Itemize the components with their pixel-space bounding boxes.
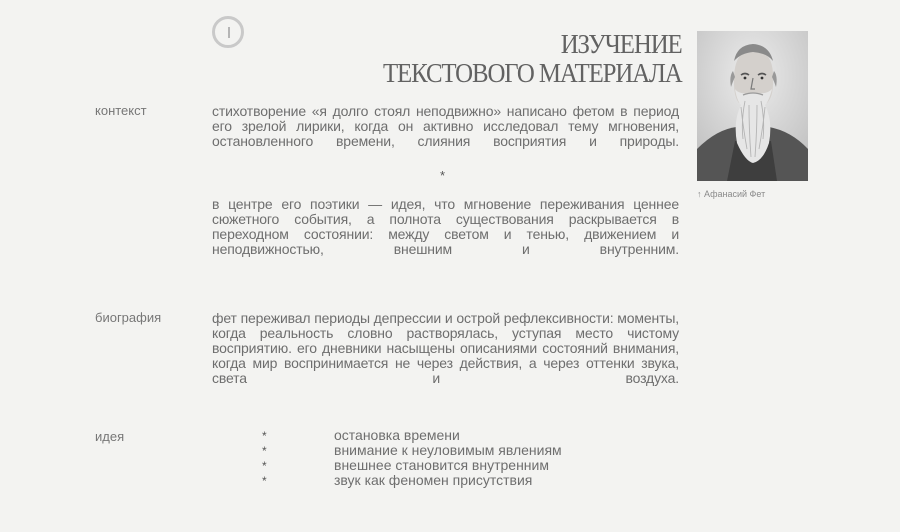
page-title — [383, 30, 682, 88]
context-paragraph-2: в центре его поэтики — идея, что мгновение переживания ценнее сюжетного события, а полнота существования раскрывается в переходном состоянии: между светом и тенью, движением и неподвижностью, внешним и внутренним. — [212, 196, 679, 257]
section-label-idea: идея — [95, 429, 125, 444]
list-item — [262, 428, 562, 443]
bullet-asterisk: * — [262, 459, 267, 473]
list-item — [262, 473, 562, 488]
context-paragraph-1: стихотворение «я долго стоял неподвижно» написано фетом в период его зрелой лирики, когда он активно исследовал тему мгновения, остановленного времени, слияния восприятия и природы. — [212, 103, 679, 149]
list-item — [262, 443, 562, 458]
idea-list — [262, 428, 562, 488]
paragraph-separator: * — [440, 168, 446, 183]
bullet-asterisk: * — [262, 429, 267, 443]
list-item-text: внешнее становится внутренним — [334, 457, 549, 473]
list-item-text: внимание к неуловимым явлениям — [334, 442, 562, 458]
portrait-engraving — [697, 31, 808, 181]
list-item — [262, 458, 562, 473]
bullet-asterisk: * — [262, 444, 267, 458]
title-line-1: ИЗУЧЕНИЕ — [561, 29, 682, 59]
circle-bar-icon — [212, 16, 244, 48]
portrait-image — [697, 31, 808, 181]
bullet-asterisk: * — [262, 474, 267, 488]
list-item-text: остановка времени — [334, 427, 460, 443]
section-label-context: контекст — [95, 103, 147, 118]
title-line-2: ТЕКСТОВОГО МАТЕРИАЛА — [383, 58, 682, 88]
biography-paragraph: фет переживал периоды депрессии и острой рефлексивности: моменты, когда реальность словно растворялась, уступая место чистому восприятию. его дневники насыщены описаниями состояний внимания, когда мир воспринимается не через действия, а через оттенки звука, света и воздуха. — [212, 310, 679, 386]
list-item-text: звук как феномен присутствия — [334, 472, 533, 488]
section-label-biography: биография — [95, 310, 162, 325]
portrait-caption: ↑ Афанасий Фет — [697, 189, 766, 199]
